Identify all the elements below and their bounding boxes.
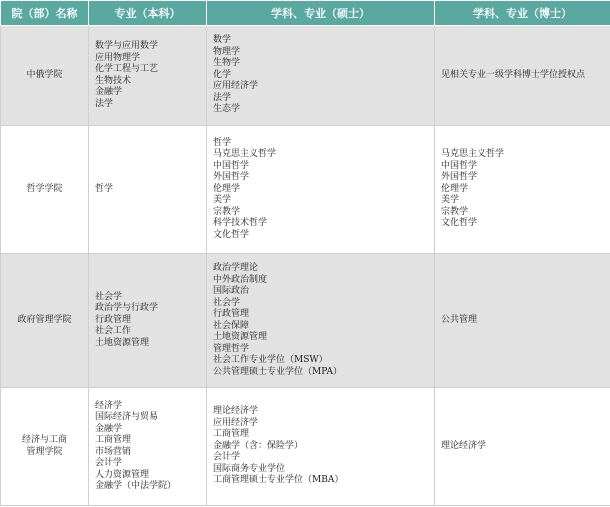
list-item: 伦理学 (441, 183, 469, 194)
header-undergrad: 专业（本科） (89, 1, 207, 26)
list-item: 行政管理 (213, 309, 250, 319)
undergrad-cell (89, 254, 207, 388)
dept-name (1, 388, 89, 506)
list-item: 哲学 (213, 137, 232, 148)
list-item: 应用经济学 (213, 81, 259, 92)
list-item: 社会保障 (213, 320, 250, 331)
doctor-cell (435, 126, 610, 254)
list-item: 管理哲学 (213, 343, 250, 354)
master-cell (207, 26, 435, 126)
list-item: 金融学 (95, 87, 123, 97)
list-item: 社会工作专业学位（MSW） (213, 355, 328, 365)
doctor-cell (435, 254, 610, 388)
list-item: 美学 (441, 195, 460, 206)
doctor-cell (435, 388, 610, 506)
list-item: 见相关专业一级学科博士学位授权点 (441, 69, 586, 80)
master-cell (207, 254, 435, 388)
list-item: 文化哲学 (441, 218, 478, 229)
list-item: 工商管理 (213, 429, 250, 440)
list-item: 会计学 (213, 452, 241, 463)
dept-name: 中俄学院 (1, 26, 89, 126)
list-item: 化学 (213, 69, 232, 80)
table-row (1, 126, 610, 254)
list-item: 马克思主义哲学 (213, 149, 277, 160)
list-item: 政治学与行政学 (95, 303, 159, 314)
list-item: 会计学 (95, 458, 123, 468)
list-item: 物理学 (213, 46, 241, 57)
master-cell (207, 126, 435, 254)
list-item: 文化哲学 (213, 229, 250, 240)
list-item: 人力资源管理 (95, 469, 150, 480)
list-item: 生物学 (213, 58, 241, 69)
list-item: 国际商务专业学位 (213, 463, 286, 474)
list-item: 应用经济学 (213, 417, 259, 428)
undergrad-cell (89, 26, 207, 126)
dept-name-line: 经济与工商 (21, 435, 67, 445)
list-item: 公共管理硕士专业学位（MPA） (213, 366, 342, 377)
undergrad-cell (89, 126, 207, 254)
list-item: 社会工作 (95, 326, 132, 337)
list-item: 工商管理硕士专业学位（MBA） (213, 475, 344, 486)
list-item: 社会学 (213, 297, 241, 308)
list-item: 中国哲学 (213, 160, 250, 171)
list-item: 宗教学 (213, 206, 241, 217)
list-item: 工商管理 (95, 435, 132, 445)
list-item: 哲学 (95, 183, 114, 194)
header-dept: 院（部）名称 (1, 1, 89, 26)
header-master: 学科、专业（硕士） (207, 1, 435, 26)
header-row (1, 1, 610, 26)
header-doctor: 学科、专业（博士） (435, 1, 610, 26)
table-row (1, 388, 610, 506)
list-item: 应用物理学 (95, 52, 141, 63)
list-item: 数学与应用数学 (95, 41, 159, 51)
list-item: 外国哲学 (213, 172, 250, 183)
list-item: 化学工程与工艺 (95, 64, 159, 74)
list-item: 金融学 (95, 423, 123, 434)
list-item: 市场营销 (95, 446, 132, 457)
list-item: 国际经济与贸易 (95, 412, 159, 422)
list-item: 科学技术哲学 (213, 218, 268, 229)
list-item: 法学 (213, 92, 232, 103)
list-item: 金融学（含：保险学） (213, 440, 304, 451)
list-item: 伦理学 (213, 183, 241, 194)
list-item: 理论经济学 (441, 440, 487, 451)
list-item: 法学 (95, 98, 114, 109)
list-item: 外国哲学 (441, 172, 478, 183)
list-item: 土地资源管理 (213, 332, 268, 342)
list-item: 金融学（中法学院） (95, 481, 177, 491)
dept-name-line: 管理学院 (26, 446, 63, 457)
list-item: 宗教学 (441, 206, 469, 217)
table-row (1, 26, 610, 126)
list-item: 生物技术 (95, 75, 132, 86)
list-item: 数学 (213, 35, 232, 46)
master-cell (207, 388, 435, 506)
table-row (1, 254, 610, 388)
list-item: 中外政治制度 (213, 274, 268, 285)
list-item: 行政管理 (95, 314, 132, 325)
list-item: 生态学 (213, 104, 241, 115)
list-item: 土地资源管理 (95, 337, 150, 348)
list-item: 经济学 (95, 400, 123, 411)
list-item: 公共管理 (441, 314, 478, 325)
list-item: 美学 (213, 195, 232, 206)
list-item: 马克思主义哲学 (441, 149, 505, 160)
dept-name: 哲学学院 (1, 126, 89, 254)
list-item: 中国哲学 (441, 160, 478, 171)
list-item: 理论经济学 (213, 406, 259, 417)
list-item: 政治学理论 (213, 263, 259, 273)
doctor-cell (435, 26, 610, 126)
dept-name: 政府管理学院 (1, 254, 89, 388)
list-item: 国际政治 (213, 286, 250, 296)
list-item: 社会学 (95, 291, 123, 302)
undergrad-cell (89, 388, 207, 506)
